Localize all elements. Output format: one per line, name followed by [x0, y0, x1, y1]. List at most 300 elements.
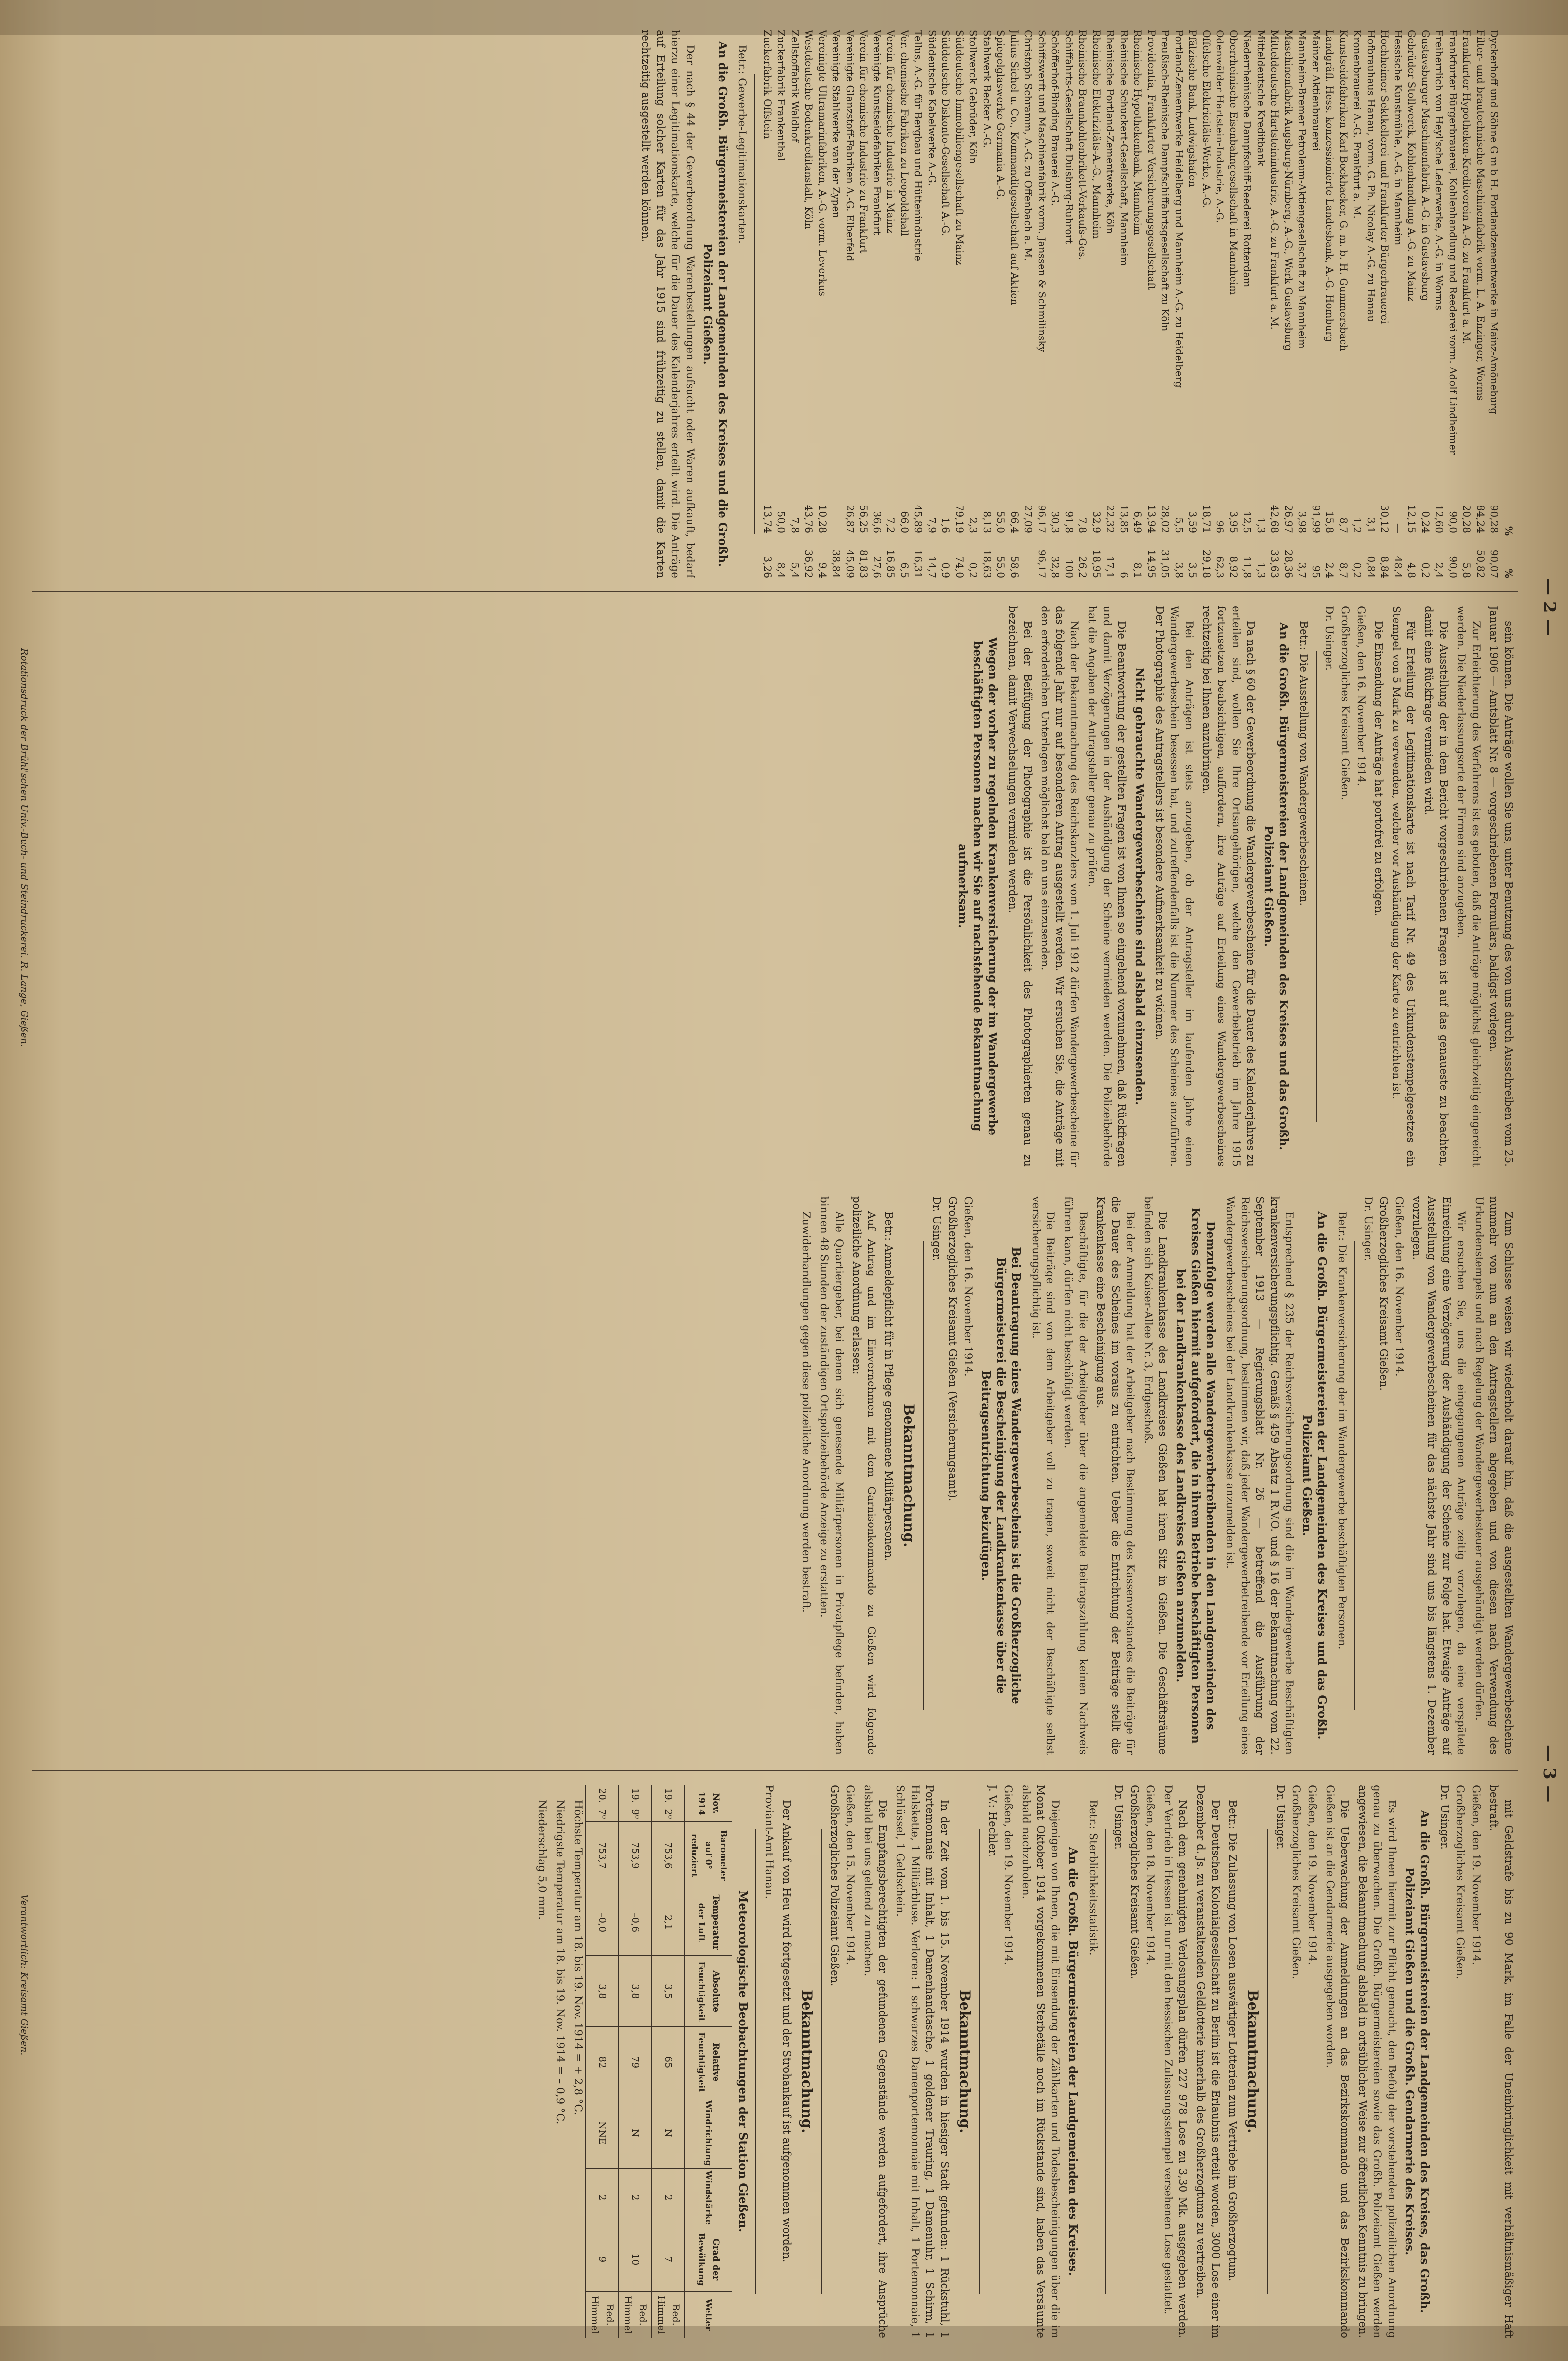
table-row	[1364, 30, 1378, 578]
value-2: 16,31	[912, 549, 925, 578]
weather-header-cell: Grad der Bewölkung	[685, 2227, 732, 2292]
company-name: Spiegelglaswerke Germania A.-G.	[995, 30, 1007, 200]
paragraph: Zum Schlusse weisen wir wiederholt darauf hin, daß die ausgestellten Wandergewerbescheine nunmehr von nun an den Antragstellern abgegeben und von diesen nach Verwendung des Urkundenstempels und nach Regelung der Wandergewerbesteuer ausgehändigt werden dürfen.	[1472, 1196, 1515, 1755]
table-row	[815, 30, 829, 578]
company-name: Gustavsburger Maschinenfabrik A.-G. in Gustavsburg	[1419, 30, 1432, 301]
table-row	[1487, 30, 1501, 578]
value-1: 12,15	[1406, 505, 1418, 533]
company-name: Preußisch-Rheinische Dampfschiffahrtsgesellschaft zu Köln	[1159, 30, 1172, 332]
company-name: Mannheim-Bremer Petroleum-Aktiengesellschaft zu Mannheim	[1296, 30, 1309, 349]
table-row	[802, 30, 816, 578]
weather-header-cell: Relative Feuchtigkeit	[685, 2027, 732, 2098]
weather-table	[585, 1785, 732, 2338]
signature: Dr. Usinger.	[1438, 1785, 1451, 1850]
signature: Dr. Usinger.	[1274, 1785, 1287, 1850]
table-row	[1103, 30, 1117, 578]
value-1: 28,02	[1159, 505, 1172, 533]
value-2: 8,7	[1337, 562, 1350, 578]
weather-cell: 7⁰	[585, 1806, 618, 1822]
company-name: Freiherrlich von Heyl'sche Lederwerke, A.-G. in Worms	[1433, 30, 1446, 311]
value-2: 62,3	[1214, 556, 1226, 578]
date-line: Gießen, den 19. November 1914.	[1469, 1785, 1482, 1965]
paragraph: Die Ausstellung der in dem Bericht vorgeschriebenen Fragen ist auf das genaueste zu beachten, damit eine Rückfrage vermieden wird.	[1422, 606, 1450, 1167]
value-1: 26,87	[844, 505, 856, 533]
office-line: Großherzogliches Polizeiamt Gießen.	[828, 1785, 841, 1987]
separator	[1354, 1241, 1355, 1710]
value-1: 13,74	[761, 505, 774, 533]
value-1: 8,7	[1337, 517, 1350, 533]
value-1: 13,94	[1145, 505, 1158, 533]
weather-row	[618, 1785, 651, 2338]
value-2: 90,0	[1447, 556, 1459, 578]
footer-imprint: Rotationsdruck der Brühl'schen Univ.-Buch- und Steindruckerei. R. Lange, Gießen.	[19, 648, 30, 1047]
table-row	[1309, 30, 1323, 578]
company-name: Pfälzische Bank, Ludwigshafen	[1187, 30, 1199, 187]
date-line: Gießen, den 18. November 1914.	[1144, 1785, 1157, 1965]
separator	[923, 1241, 924, 1710]
value-1: 20,28	[1461, 505, 1473, 533]
company-name: Verein für chemische Industrie zu Frankfurt	[858, 30, 870, 254]
value-1: 91,99	[1310, 505, 1322, 533]
value-1: 91,8	[1063, 511, 1075, 533]
value-2: 50,82	[1474, 549, 1487, 578]
weather-cell: 19.	[618, 1785, 651, 1806]
section-heading: An die Großh. Bürgermeistereien der Landgemeinden des Kreises und das Großh. Polizeiamt Gießen.	[1300, 1211, 1329, 1740]
value-2: 18,63	[981, 549, 993, 578]
value-1: 0,24	[1419, 511, 1432, 533]
column-2	[40, 606, 1516, 1167]
table-row	[1405, 30, 1419, 578]
table-row	[1418, 30, 1432, 578]
page-edge-bottom	[0, 2326, 1568, 2361]
section-heading: An die Großh. Bürgermeistereien der Landgemeinden des Kreises und das Großh. Polizeiamt Gießen.	[1262, 622, 1291, 1150]
value-2: 0,2	[1351, 562, 1364, 578]
value-1: 84,24	[1474, 505, 1487, 533]
value-2: 26,2	[1077, 556, 1089, 578]
weather-cell: 753,6	[652, 1822, 685, 1889]
value-2: 31,05	[1159, 549, 1172, 578]
value-2: 36,92	[803, 549, 815, 578]
table-row	[1048, 30, 1062, 578]
value-2: 5,4	[789, 562, 801, 578]
table-row	[925, 30, 939, 578]
value-1: 90,0	[1447, 511, 1459, 533]
date-line: Gießen, den 15. November 1914.	[844, 1785, 857, 1965]
table-row	[1323, 30, 1337, 578]
table-row	[870, 30, 884, 578]
company-name: Süddeutsche Immobiliengesellschaft zu Mainz	[953, 30, 966, 265]
weather-cell: 2⁰	[652, 1806, 685, 1822]
weather-row	[585, 1785, 618, 2338]
company-name: Vereinigte Glanzstoff-Fabriken A.-G. Elberfeld	[844, 30, 856, 262]
separator	[754, 74, 755, 534]
weather-header-cell: Wetter	[685, 2292, 732, 2338]
weather-cell: 65	[652, 2027, 685, 2098]
paragraph: Wir ersuchen Sie, uns die eingegangenen Anträge zeitig vorzulegen, da eine verspätete Einreichung eine Verzögerung der Aushändigung der Scheine zur Folge hat. Etwaige Anträge auf Ausstellung von Wandergewerbescheinen für das nächste Jahr sind uns bis längstens 1. Dezember vorzulegen.	[1410, 1196, 1468, 1755]
value-1: 1,2	[1351, 517, 1364, 533]
value-2: 48,4	[1392, 556, 1404, 578]
company-name: Rheinische Portland-Zementwerke, Köln	[1104, 30, 1117, 234]
value-2: 45,09	[844, 549, 856, 578]
section-heading: An die Großh. Bürgermeistereien der Landgemeinden des Kreises, das Großh. Polizeiamt Gießen und die Großh. Gendarmerie des Kreises.	[1403, 1810, 1432, 2313]
value-2: 3,26	[761, 556, 774, 578]
company-name: Providentia, Frankfurter Versicherungsgesellschaft	[1145, 30, 1158, 290]
table-row	[1199, 30, 1213, 578]
table-row	[1021, 30, 1035, 578]
table-row	[1131, 30, 1145, 578]
weather-header-cell: Temperatur der Luft	[685, 1889, 732, 1956]
table-row	[1158, 30, 1172, 578]
office-line: Großherzogliches Kreisamt Gießen.	[1290, 1785, 1303, 1980]
paragraph: Betr.: Anmeldepflicht für in Pflege genommene Militärpersonen.	[882, 1211, 895, 1562]
value-1: 12,5	[1241, 511, 1254, 533]
value-1: 66,0	[898, 511, 911, 533]
value-2: 27,6	[871, 556, 883, 578]
table-row	[1035, 30, 1048, 578]
value-1: 7,9	[926, 517, 938, 533]
company-name: Stahlwerk Becker A.-G.	[981, 30, 993, 148]
weather-cell: 7	[652, 2227, 685, 2292]
page-edge-top	[0, 0, 1568, 35]
paragraph: Die Ueberwachung der Anmeldungen an das Bezirkskommando und das Bezirkskommando Gießen ist an die Gendarmerie ausgegeben worden.	[1323, 1785, 1351, 2338]
footer-responsible: Verantwortlich: Kreisamt Gießen.	[19, 1894, 30, 2056]
value-1: 7,8	[1077, 517, 1089, 533]
weather-cell: 753,7	[585, 1822, 618, 1889]
table-row	[1117, 30, 1131, 578]
company-name: Zuckerfabrik Offstein	[761, 30, 774, 139]
paragraph: Diejenigen von Ihnen, die mit Einsendung der Zählkarten und Todesbescheinigungen über die im Monat Oktober 1914 vorgekommenen Sterbefälle noch im Rückstande sind, haben das Versäumte alsbald nachzuholen.	[1019, 1785, 1061, 2338]
table-row	[1460, 30, 1474, 578]
company-name: Dyckerhoff und Söhne G m b H. Portlandzementwerke in Mainz-Amöneburg	[1488, 30, 1501, 415]
company-name: Mitteldeutsche Kreditbank	[1255, 30, 1267, 166]
value-2: 90,07	[1488, 549, 1501, 578]
table-row	[760, 30, 774, 578]
value-2: 0,2	[967, 562, 980, 578]
weather-max: Höchste Temperatur am 18. bis 19. Nov. 1914 = + 2,8 °C.	[571, 1800, 584, 2116]
value-1: 1,6	[940, 517, 952, 533]
value-1: 12,60	[1433, 505, 1446, 533]
page-gutter	[32, 1180, 1518, 1181]
value-2: 33,63	[1269, 549, 1281, 578]
value-2: 6	[1118, 572, 1130, 578]
separator	[821, 1829, 822, 2294]
company-name: Maschinenfabrik Augsburg-Nürnberg, A.-G., Werk Gustavsburg	[1282, 30, 1295, 351]
value-2: 8,1	[1132, 562, 1144, 578]
value-1: 79,19	[953, 505, 966, 533]
value-1: 3,59	[1187, 511, 1199, 533]
paragraph: Die Beantwortung der gestellten Fragen ist von Ihnen so eingehend vorzunehmen, daß Rückfragen und damit Verzögerungen in der Aushändigung der Scheine vermieden werden. Die Polizeibehörde hat die Angaben der Antragsteller genau zu prüfen.	[1085, 606, 1128, 1167]
value-1: 42,68	[1269, 505, 1281, 533]
paragraph: Die Beiträge sind von dem Arbeitgeber voll zu tragen, soweit nicht der Beschäftigte selbst versicherungspflichtig ist.	[1029, 1196, 1057, 1755]
table-row	[994, 30, 1008, 578]
value-2: 0,84	[1365, 556, 1377, 578]
value-2: 2,4	[1433, 562, 1446, 578]
paragraph: Bei der Beifügung der Photographie ist die Persönlichkeit des Photographierten genau zu bezeichnen, damit Verwechselungen vermieden werden.	[1006, 606, 1034, 1167]
table-row	[1062, 30, 1076, 578]
separator	[1105, 1829, 1106, 2294]
signature: Dr. Usinger.	[1323, 606, 1336, 671]
value-1: 30,12	[1379, 505, 1391, 533]
office-line: Großherzogliches Kreisamt Gießen.	[1377, 1196, 1390, 1391]
weather-header-row	[685, 1785, 732, 2338]
value-2: 16,85	[885, 549, 897, 578]
table-row	[884, 30, 898, 578]
betr-line: Betr.: Die Krankenversicherung der im Wandergewerbe beschäftigten Personen.	[1336, 1211, 1349, 1650]
company-name: Frankfurter Bürgerbrauerei, Kohlenhandlung und Reederei vorm. Adolf Lindheimer	[1447, 30, 1459, 455]
value-2: 6,5	[898, 562, 911, 578]
separator	[1267, 1829, 1268, 2294]
value-1: 6,49	[1132, 511, 1144, 533]
weather-cell: 79	[618, 2027, 651, 2098]
value-1: 96,17	[1036, 505, 1048, 533]
value-2: 0,2	[1419, 562, 1432, 578]
company-name: Vereinigte Kunstseidefabriken Frankfurt	[871, 30, 883, 235]
paragraph: Bei den Anträgen ist stets anzugeben, ob der Antragsteller im laufenden Jahre einen Wandergewerbeschein besessen hat, und zutreffendenfalls ist die Nummer des Scheines anzuführen. Der Photographie des Antragstellers ist besondere Aufmerksamkeit zu widmen.	[1153, 606, 1195, 1167]
office-line: Großherzogliches Kreisamt Gießen.	[1339, 606, 1352, 801]
value-2: 74,0	[953, 556, 966, 578]
company-name: Vereinigte Ultramarinfabriken, A.-G. vorm. Leverkus	[816, 30, 829, 296]
company-name: Tellus, A.-G. für Bergbau und Hüttenindustrie	[912, 30, 925, 261]
weather-cell: NNE	[585, 2098, 618, 2168]
value-1: 45,89	[912, 505, 925, 533]
paragraph: Zuwiderhandlungen gegen diese polizeiliche Anordnung werden bestraft.	[800, 1211, 813, 1613]
column-1	[40, 30, 1516, 578]
value-2: 14,7	[926, 556, 938, 578]
value-2: 38,84	[830, 549, 843, 578]
weather-row	[652, 1785, 685, 2338]
paragraph: Nach dem genehmigten Verlosungsplan dürfen 227 978 Lose zu 3,30 Mk. ausgegeben werden. Der Vertrieb in Hessen ist nur mit den hessischen Zulassungsstempel versehenen Lose gestattet.	[1161, 1785, 1189, 2338]
weather-min: Niedrigste Temperatur am 18. bis 19. Nov. 1914 = – 0,9 °C.	[554, 1800, 567, 2125]
weather-rain: Niederschlag 5,0 mm.	[536, 1800, 549, 1920]
weather-cell: 753,9	[618, 1822, 651, 1889]
value-1: 36,6	[871, 511, 883, 533]
column-4	[40, 1785, 1516, 2338]
table-row	[1172, 30, 1186, 578]
value-2: 14,95	[1145, 549, 1158, 578]
paragraph: sein können. Die Anträge wollen Sie uns, unter Benutzung des von uns durch Ausschreiben vom 25. Januar 1906 — Amtsblatt Nr. 8 — vorgeschriebenen Formulars, baldigst vorlegen.	[1487, 606, 1515, 1167]
company-name: Gebrüder Stollwerck, Kohlenhandlung A.-G. zu Mainz	[1406, 30, 1418, 302]
office-line: Großherzogliches Kreisamt Gießen (Versicherungsamt).	[946, 1196, 959, 1502]
table-row	[829, 30, 843, 578]
value-1: 3,1	[1365, 517, 1377, 533]
company-name: Oberrheinische Eisenbahngesellschaft in Mannheim	[1227, 30, 1240, 295]
company-name: Hessische Kunstmühle, A.-G. in Mannheim	[1392, 30, 1404, 246]
value-1: 1,3	[1255, 517, 1267, 533]
signature: Proviant-Amt Hanau.	[762, 1785, 775, 1899]
value-2: 29,18	[1200, 549, 1213, 578]
spaced-heading: Nicht gebrauchte Wandergewerbescheine sind alsbald einzusenden.	[1133, 667, 1147, 1105]
company-name: Schiffswerft und Maschinenfabrik vorm. Janssen & Schmilinsky	[1036, 30, 1048, 352]
weather-title: Meteorologische Beobachtungen der Station Gießen.	[736, 1890, 750, 2233]
value-1: 8,13	[981, 511, 993, 533]
bekanntmachung-heading: Bekanntmachung.	[799, 1990, 816, 2133]
value-2: 58,6	[1008, 556, 1021, 578]
value-1: 22,32	[1104, 505, 1117, 533]
value-1: 26,97	[1282, 505, 1295, 533]
signature: Dr. Usinger.	[930, 1196, 943, 1261]
weather-cell: 20.	[585, 1785, 618, 1806]
table-header: % %	[1503, 526, 1515, 578]
signature: J. V.: Hechler.	[986, 1785, 999, 1857]
company-name: Filter- und brautechnische Maschinenfabrik vorm. L. A. Enzinger, Worms	[1474, 30, 1487, 401]
date-line: Gießen, den 16. November 1914.	[1354, 606, 1367, 786]
betr-line: Betr.: Sterblichkeitsstatistik.	[1086, 1800, 1099, 1956]
company-name: Rheinische Braunkohlenbrikett-Verkaufs-Ges.	[1077, 30, 1089, 260]
company-name: Ver. chemische Fabriken zu Leopoldshall	[898, 30, 911, 236]
value-1: 15,8	[1324, 511, 1336, 533]
company-name: Christoph Schramm, A.-G. zu Offenbach a. M.	[1022, 30, 1035, 261]
bold-notice: Wegen der vorher zu regelnden Krankenversicherung der im Wandergewerbe beschäftigten Personen machen wir Sie auf nachstehende Bekanntmachung aufmerksam.	[956, 637, 1000, 1136]
paragraph: Da nach § 60 der Gewerbeordnung die Wandergewerbescheine für die Dauer des Kalenderjahres zu erteilen sind, wollen Sie Ihre Ortsangehörigen, welche den Gewerbebetrieb im Jahre 1915 fortzusetzen beabsichtigen, auffordern, ihre Anträge auf Erteilung eines Wandergewerbescheines rechtzeitig bei Ihnen anzubringen.	[1200, 606, 1257, 1167]
table-row	[843, 30, 857, 578]
company-name: Mitteldeutsche Hartsteinindustrie, A.-G. zu Frankfurt a. M.	[1269, 30, 1281, 330]
table-row	[1213, 30, 1227, 578]
office-line: Großherzogliches Kreisamt Gießen.	[1454, 1785, 1467, 1980]
table-row	[1295, 30, 1309, 578]
paragraph: Es wird Ihnen hiermit zur Pflicht gemacht, den Befolg der vorstehenden polizeilichen Anordnung genau zu überwachen. Die Großh. Bürgermeistereien sowie das Großh. Polizeiamt Gießen werden angewiesen, die Bekanntmachung alsbald in ortsüblicher Weise zur öffentlichen Kenntnis zu bringen.	[1356, 1785, 1398, 2338]
value-2: 1,3	[1255, 562, 1267, 578]
value-2: 96,17	[1036, 549, 1048, 578]
betr-line: Betr.: Die Ausstellung von Wandergewerbescheinen.	[1297, 621, 1310, 906]
value-1: 10,28	[816, 505, 829, 533]
column-3	[40, 1196, 1516, 1755]
paragraph: Für Erteilung der Legitimationskarte ist nach Tarif Nr. 49 des Urkundenstempelgesetzes ein Stempel von 5 Mark zu verwenden, welcher vor Aushändigung der Karte zu entrichten ist.	[1390, 606, 1417, 1167]
company-name: Süddeutsche Diskonto-Gesellschaft A.-G.	[940, 30, 952, 237]
bekanntmachung-heading: Bekanntmachung.	[956, 1990, 973, 2133]
table-row	[1144, 30, 1158, 578]
value-2: 8,4	[775, 562, 788, 578]
signature: Dr. Usinger.	[1361, 1196, 1374, 1261]
table-row	[1446, 30, 1460, 578]
weather-cell: 2	[585, 2168, 618, 2227]
value-1: 3,98	[1296, 511, 1309, 533]
value-1: 27,09	[1022, 505, 1035, 533]
company-name: Hofbrauhaus Hanau, vorm. G. Ph. Nicolay A.-G. zu Hanau	[1365, 30, 1377, 322]
table-row	[980, 30, 994, 578]
column-divider	[32, 1770, 1518, 1771]
company-name: Rheinische Hypothekenbank, Mannheim	[1132, 30, 1144, 235]
paragraph: Der Ankauf von Heu wird fortgesetzt und der Strohankauf ist aufgenommen worden.	[780, 1800, 793, 2263]
weather-cell: 3,5	[652, 1956, 685, 2027]
value-2: 28,36	[1282, 549, 1295, 578]
value-2: 9,4	[816, 562, 829, 578]
value-2: 100	[1063, 559, 1075, 578]
table-row	[1240, 30, 1254, 578]
table-row	[1336, 30, 1350, 578]
value-1	[829, 494, 843, 533]
value-2: 11,8	[1241, 556, 1254, 578]
table-row	[1089, 30, 1103, 578]
value-1: 43,76	[803, 505, 815, 533]
table-row	[897, 30, 911, 578]
value-2: 8,92	[1227, 556, 1240, 578]
value-1: 50,0	[775, 511, 788, 533]
company-name: Mainzer Aktienbrauerei	[1310, 30, 1322, 151]
value-2: 18,95	[1090, 549, 1103, 578]
company-name: Odenwälder Hartstein-Industrie, A.-G.	[1214, 30, 1226, 223]
company-name: Frankfurter Hypotheken-Kreditverein A.-G. zu Frankfurt a. M.	[1461, 30, 1473, 345]
company-name: Offelsche Elektricitäts-Werke, A.-G.	[1200, 30, 1213, 209]
date-line: Gießen, den 19. November 1914.	[1306, 1785, 1319, 1965]
weather-cell: Bed. Himmel	[585, 2292, 618, 2338]
value-2: 4,8	[1406, 562, 1418, 578]
paragraph: Der nach § 44 der Gewerbeordnung Warenbestellungen aufsucht oder Waren aufkauft, bedarf hierzu einer Legitimationskarte, welche für die Dauer des Kalenderjahres erteilt wird. Die Anträge auf Erteilung solcher Karten für das Jahr 1915 sind frühzeitig zu stellen, damit die Karten rechtzeitig ausgestellt werden können.	[639, 30, 696, 578]
betr-line: Betr.: Die Zulassung von Losen auswärtiger Lotterien zum Vertriebe im Großherzogtum.	[1226, 1800, 1239, 2282]
company-name: Rheinische Elektrizitäts-A.-G., Mannheim	[1090, 30, 1103, 239]
section-heading: An die Großh. Bürgermeistereien der Landgemeinden des Kreises.	[1066, 1847, 1080, 2276]
value-1: 90,28	[1488, 505, 1501, 533]
column-divider	[32, 591, 1518, 592]
value-1: 2,3	[967, 517, 980, 533]
company-name: Landgräfl. Hess. konzessionierte Landesbank, A.-G. Homburg	[1324, 30, 1336, 342]
weather-cell: 9	[585, 2227, 618, 2292]
table-row	[1007, 30, 1021, 578]
weather-cell: 2	[652, 2168, 685, 2227]
value-1: 3,95	[1227, 511, 1240, 533]
company-name: Westdeutsche Bodenkreditanstalt, Köln	[803, 30, 815, 230]
table-row	[1268, 30, 1282, 578]
weather-cell: 9⁰	[618, 1806, 651, 1822]
weather-cell: Bed. Himmel	[652, 2292, 685, 2338]
table-row	[1281, 30, 1295, 578]
betr-line: Betr.: Gewerbe-Legitimationskarten.	[736, 45, 749, 244]
company-name: Rheinische Schuckert-Gesellschaft, Mannheim	[1118, 30, 1130, 266]
value-2: 3,5	[1187, 562, 1199, 578]
table-row	[1378, 30, 1392, 578]
table-row	[774, 30, 788, 578]
value-2: 32,8	[1049, 556, 1062, 578]
company-name: Kronenbrauerei A.-G. Frankfurt a. M.	[1351, 30, 1364, 219]
bold-notice: Bei Beantragung eines Wandergewerbescheins ist die Großherzogliche Bürgermeisterei die Bescheinigung der Landkrankenkasse über die Beitragsentrichtung beizufügen.	[979, 1247, 1023, 1704]
value-2: 8,84	[1379, 556, 1391, 578]
table-row	[1350, 30, 1364, 578]
table-row	[952, 30, 966, 578]
paragraph: Zur Erleichterung des Verfahrens ist es geboten, daß die Anträge möglichst gleichzeitig eingereicht werden. Die Niederlassungsorte der Firmen sind anzugeben.	[1455, 606, 1482, 1167]
signature: Dr. Usinger.	[1112, 1785, 1125, 1850]
value-1: 66,4	[1008, 511, 1021, 533]
weather-cell: Bed. Himmel	[618, 2292, 651, 2338]
company-name: Stollwerck Gebrüder, Köln	[967, 30, 980, 164]
weather-cell: 2	[618, 2168, 651, 2227]
value-1: 56,25	[858, 505, 870, 533]
table-row	[1432, 30, 1446, 578]
date-line: Gießen, den 16. November 1914.	[962, 1196, 975, 1377]
value-2: 3,8	[1173, 562, 1185, 578]
company-name: Süddeutsche Kabelwerke A.-G.	[926, 30, 938, 186]
value-1: 32,9	[1090, 511, 1103, 533]
company-name: Zuckerfabrik Frankenthal	[775, 30, 788, 161]
weather-cell: 19.	[652, 1785, 685, 1806]
weather-header-cell: Windstärke	[685, 2168, 732, 2227]
value-1: —	[1392, 523, 1404, 533]
weather-header-cell: Nov. 1914	[685, 1785, 732, 1822]
table-row	[1473, 30, 1487, 578]
bekanntmachung-heading: Bekanntmachung.	[1245, 1990, 1262, 2133]
value-2: 5,8	[1461, 562, 1473, 578]
paragraph: Entsprechend § 235 der Reichsversicherungsordnung sind die im Wandergewerbe Beschäftigten krankenversicherungspflichtig. Gemäß § 459 Absatz 1 R.V.O. und § 16 der Bekanntmachung vom 22. September 1913 — Regierungsblatt Nr. 26 — betreffend die Ausführung der Reichsversicherungsordnung, bestimmen wir, daß jeder Wandergewerbetreibende vor Erteilung eines Wandergewerbescheines bei der Landkrankenkasse anzumelden ist.	[1224, 1196, 1296, 1755]
separator	[979, 1829, 980, 2294]
table-row	[1254, 30, 1268, 578]
bold-notice: Demzufolge werden alle Wandergewerbetreibenden in den Landgemeinden des Kreises Gießen hiermit aufgefordert, die in ihrem Betriebe beschäftigten Personen bei der Landkrankenkasse des Landkreises Gießen anzumelden.	[1174, 1207, 1218, 1744]
weather-cell: N	[652, 2098, 685, 2168]
weather-cell: –0,6	[618, 1889, 651, 1956]
paragraph: In der Zeit vom 1. bis 15. November 1914 wurden in hiesiger Stadt gefunden: 1 Rückstuhl, 1 Portemonnaie mit Inhalt, 1 Damenhandtasche, 1 goldener Trauring, 1 Damenuhr, 1 Schirm, 1 Halskette, 1 Militärbluse. Verloren: 1 schwarzes Damenportemonnaie mit Inhalt, 1 Portemonnaie, 1 Schlüssel, 1 Geldschein.	[894, 1785, 951, 2338]
value-1: 18,71	[1200, 505, 1213, 533]
value-2: 0,9	[940, 562, 952, 578]
paragraph: Beschäftigte, für die der Arbeitgeber über die angemeldete Beitragszahlung keinen Nachweis führen kann, dürfen nicht beschäftigt werden.	[1061, 1196, 1089, 1755]
value-2	[1021, 538, 1035, 578]
stock-table	[760, 30, 1501, 578]
